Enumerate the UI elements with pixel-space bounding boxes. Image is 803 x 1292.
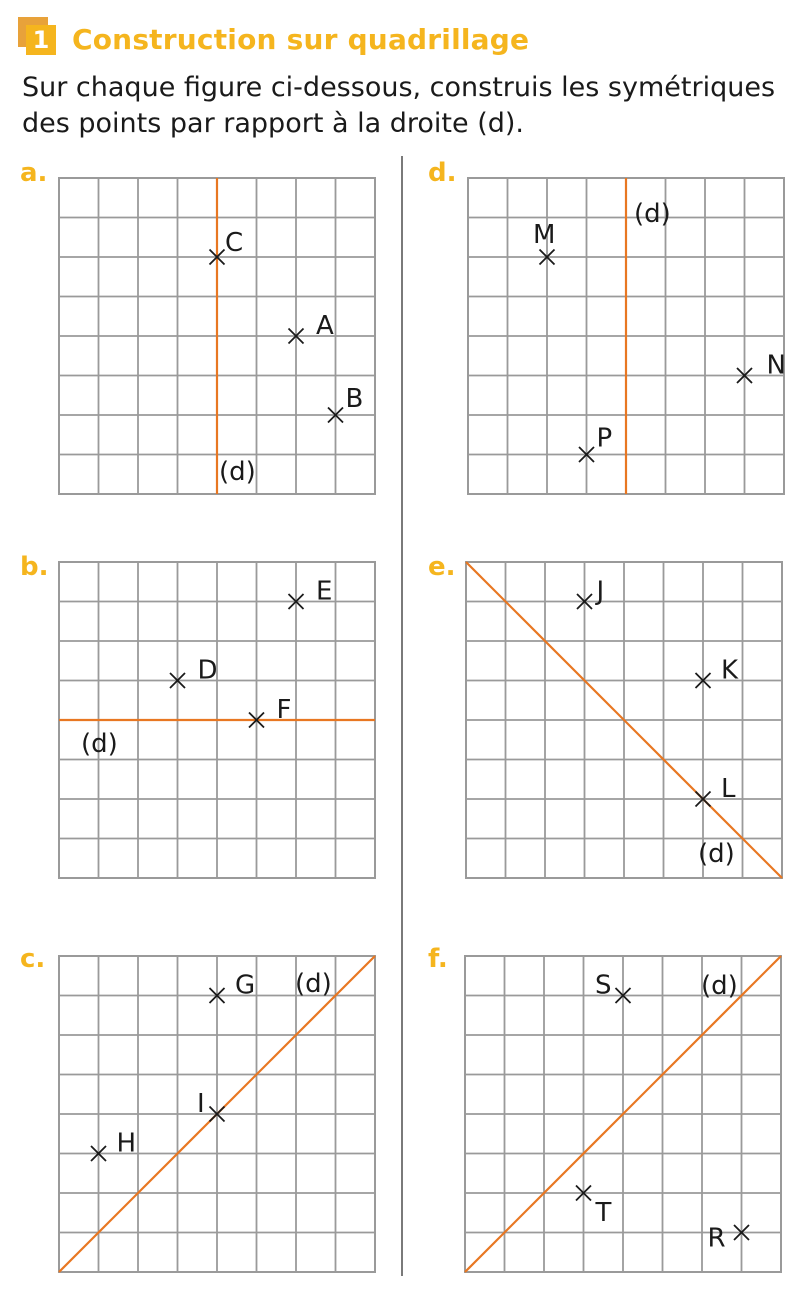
exercise-title: Construction sur quadrillage: [72, 22, 530, 56]
instruction-line-1: Sur chaque figure ci-dessous, construis les symétriques: [22, 72, 776, 103]
exercise-number: 1: [26, 25, 56, 55]
grid-figure-c: [59, 956, 377, 1272]
column-divider: [401, 156, 403, 1276]
exercise-instructions: [22, 70, 802, 142]
axis-label: (d): [219, 457, 256, 487]
instruction-line-2: des points par rapport à la droite (d).: [22, 108, 524, 139]
axis-label: (d): [701, 971, 738, 1001]
point-label-R: R: [707, 1223, 726, 1254]
exercise-header: [18, 14, 529, 58]
grid-figure-e: [466, 562, 784, 878]
point-label-D: D: [197, 655, 218, 686]
point-label-N: N: [766, 350, 786, 381]
figure-label-d: d.: [428, 158, 457, 188]
point-label-K: K: [721, 655, 739, 686]
point-label-A: A: [316, 311, 334, 341]
grid-figure-b: [59, 562, 377, 878]
point-label-J: J: [596, 576, 605, 607]
point-label-E: E: [316, 576, 333, 607]
axis-label: (d): [698, 839, 735, 869]
figure-label-a: a.: [20, 158, 48, 188]
figure-label-e: e.: [428, 552, 456, 582]
exercise-number-badge: [18, 17, 60, 55]
point-label-C: C: [225, 228, 244, 258]
grid-figure-a: [59, 178, 377, 494]
axis-label: (d): [295, 969, 332, 999]
point-label-I: I: [197, 1089, 205, 1119]
point-label-F: F: [276, 695, 292, 725]
point-label-G: G: [235, 970, 256, 1001]
point-label-B: B: [345, 384, 364, 414]
point-label-L: L: [721, 774, 736, 804]
grid-figure-f: [465, 956, 783, 1272]
point-label-S: S: [595, 970, 612, 1001]
axis-label: (d): [81, 729, 118, 759]
point-label-P: P: [596, 423, 613, 454]
figure-label-f: f.: [428, 944, 448, 974]
grid-figure-d: [468, 178, 786, 494]
point-label-H: H: [116, 1128, 137, 1159]
point-label-T: T: [595, 1198, 612, 1228]
point-label-M: M: [533, 220, 556, 250]
figure-label-b: b.: [20, 552, 49, 582]
figure-label-c: c.: [20, 944, 46, 974]
axis-label: (d): [634, 199, 671, 229]
